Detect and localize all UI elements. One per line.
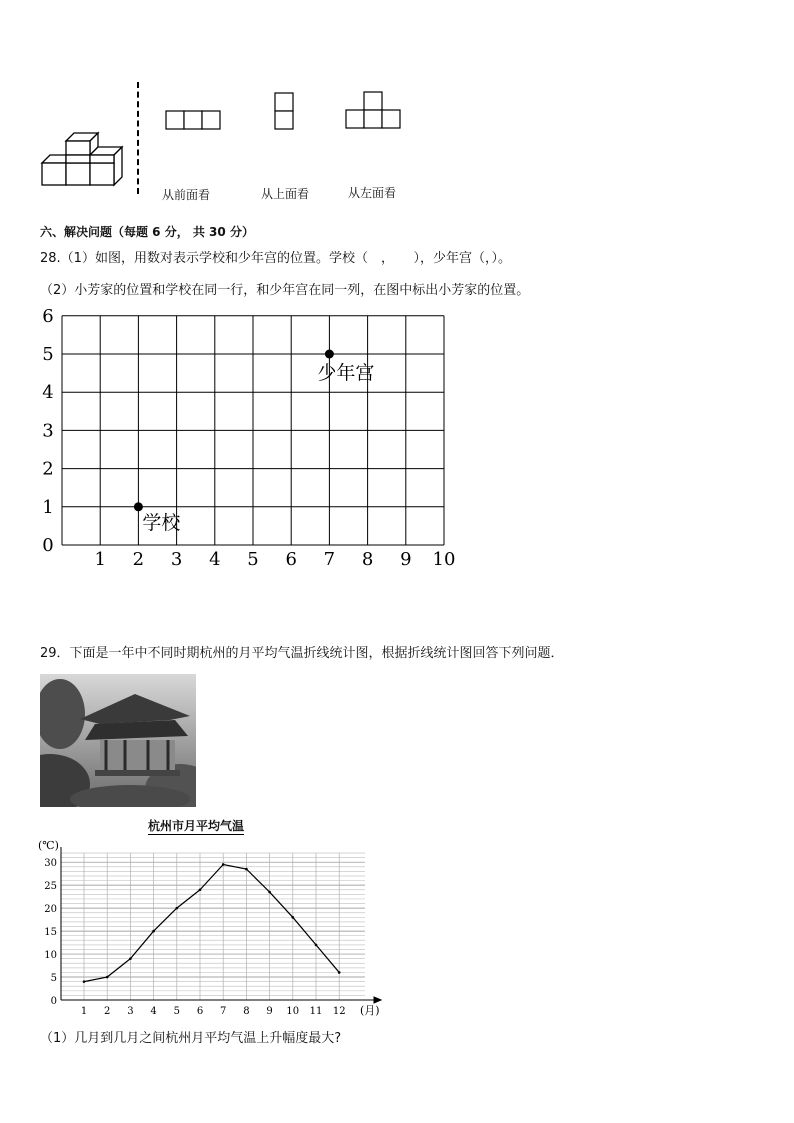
chart-y-tick-label: 0 [50,996,57,1007]
grid-y-tick-label: 5 [42,344,54,365]
grid-y-tick-label: 4 [42,382,54,404]
section-heading: 六、解决问题（每题 6 分， 共 30 分） [40,225,254,239]
chart-data-point [129,957,132,960]
grid-point-label: 少年宫 [317,362,375,384]
chart-series-line [84,864,339,981]
chart-data-point [83,980,86,983]
grid-x-tick-label: 1 [94,549,106,570]
top-view-label: 从上面看 [261,187,310,201]
chart-x-tick-label: 6 [196,1006,204,1017]
chart-data-point [315,944,318,947]
chart-x-tick-label: 12 [332,1006,346,1017]
chart-y-tick-label: 10 [44,950,57,962]
grid-x-tick-label: 2 [132,549,145,570]
chart-y-tick-label: 5 [50,973,57,985]
grid-y-tick-label: 6 [42,305,54,327]
q29-sub1: （1）几月到几月之间杭州月平均气温上升幅度最大? [40,1031,342,1046]
chart-data-point [152,930,155,933]
chart-data-point [222,863,225,866]
chart-x-tick-label: 8 [243,1006,250,1017]
chart-x-tick-label: 10 [286,1006,300,1017]
chart-x-tick-label: 2 [104,1006,111,1017]
front-view-label: 从前面看 [162,188,211,202]
temperature-line-chart [30,835,390,1020]
grid-x-tick-label: 4 [209,549,221,570]
chart-x-tick-label: 3 [127,1006,134,1017]
q28-line2: （2）小芳家的位置和学校在同一行，和少年宫在同一列，在图中标出小芳家的位置。 [40,283,530,298]
chart-y-tick-label: 15 [44,927,57,939]
grid-x-tick-label: 3 [170,549,183,570]
chart-x-tick-label: 4 [150,1006,157,1017]
chart-x-axis-arrow [374,997,381,1003]
chart-data-point [292,916,295,919]
chart-x-tick-label: 1 [80,1006,88,1017]
chart-data-point [176,907,179,910]
divider-dashed-line [137,82,139,194]
chart-ylabel: (℃) [38,839,59,852]
chart-x-tick-label: 11 [309,1006,323,1017]
chart-data-point [199,888,202,891]
grid-x-tick-label: 5 [247,549,259,570]
chart-xlabel: (月) [360,1004,380,1017]
grid-x-tick-label: 7 [323,549,336,570]
q28-line1: 28.（1）如图，用数对表示学校和少年宫的位置。学校（ ， ），少年宫（，）。 [40,251,511,266]
chart-title: 杭州市月平均气温 [148,819,245,833]
grid-x-tick-label: 9 [400,549,412,570]
chart-x-tick-label: 5 [173,1006,180,1017]
chart-data-point [106,976,109,979]
grid-y-tick-label: 2 [42,458,54,480]
grid-y-tick-label: 1 [42,496,54,518]
q29-intro: 29．下面是一年中不同时期杭州的月平均气温折线统计图，根据折线统计图回答下列问题． [40,646,564,661]
top-view-drawing [274,92,296,132]
chart-y-tick-label: 30 [44,858,57,870]
grid-y-tick-label: 3 [42,420,54,442]
chart-x-tick-label: 7 [220,1006,227,1017]
grid-point-marker [325,350,334,359]
pavilion-photo [40,674,196,807]
cube-figure [40,125,130,190]
chart-data-point [338,971,341,974]
grid-point-label: 学校 [142,511,181,534]
front-view-drawing [165,110,223,132]
grid-x-tick-label: 6 [285,549,297,570]
chart-data-point [268,891,271,894]
grid-y-tick-label: 0 [42,535,54,556]
coordinate-grid [30,305,470,575]
chart-y-tick-label: 25 [44,881,57,893]
grid-x-tick-label: 10 [432,549,456,570]
grid-x-tick-label: 8 [361,549,374,570]
chart-y-tick-label: 20 [44,904,57,916]
left-view-label: 从左面看 [348,186,397,200]
grid-point-marker [134,502,143,511]
chart-data-point [245,868,248,871]
left-view-drawing [345,91,405,131]
chart-x-tick-label: 9 [266,1006,273,1017]
